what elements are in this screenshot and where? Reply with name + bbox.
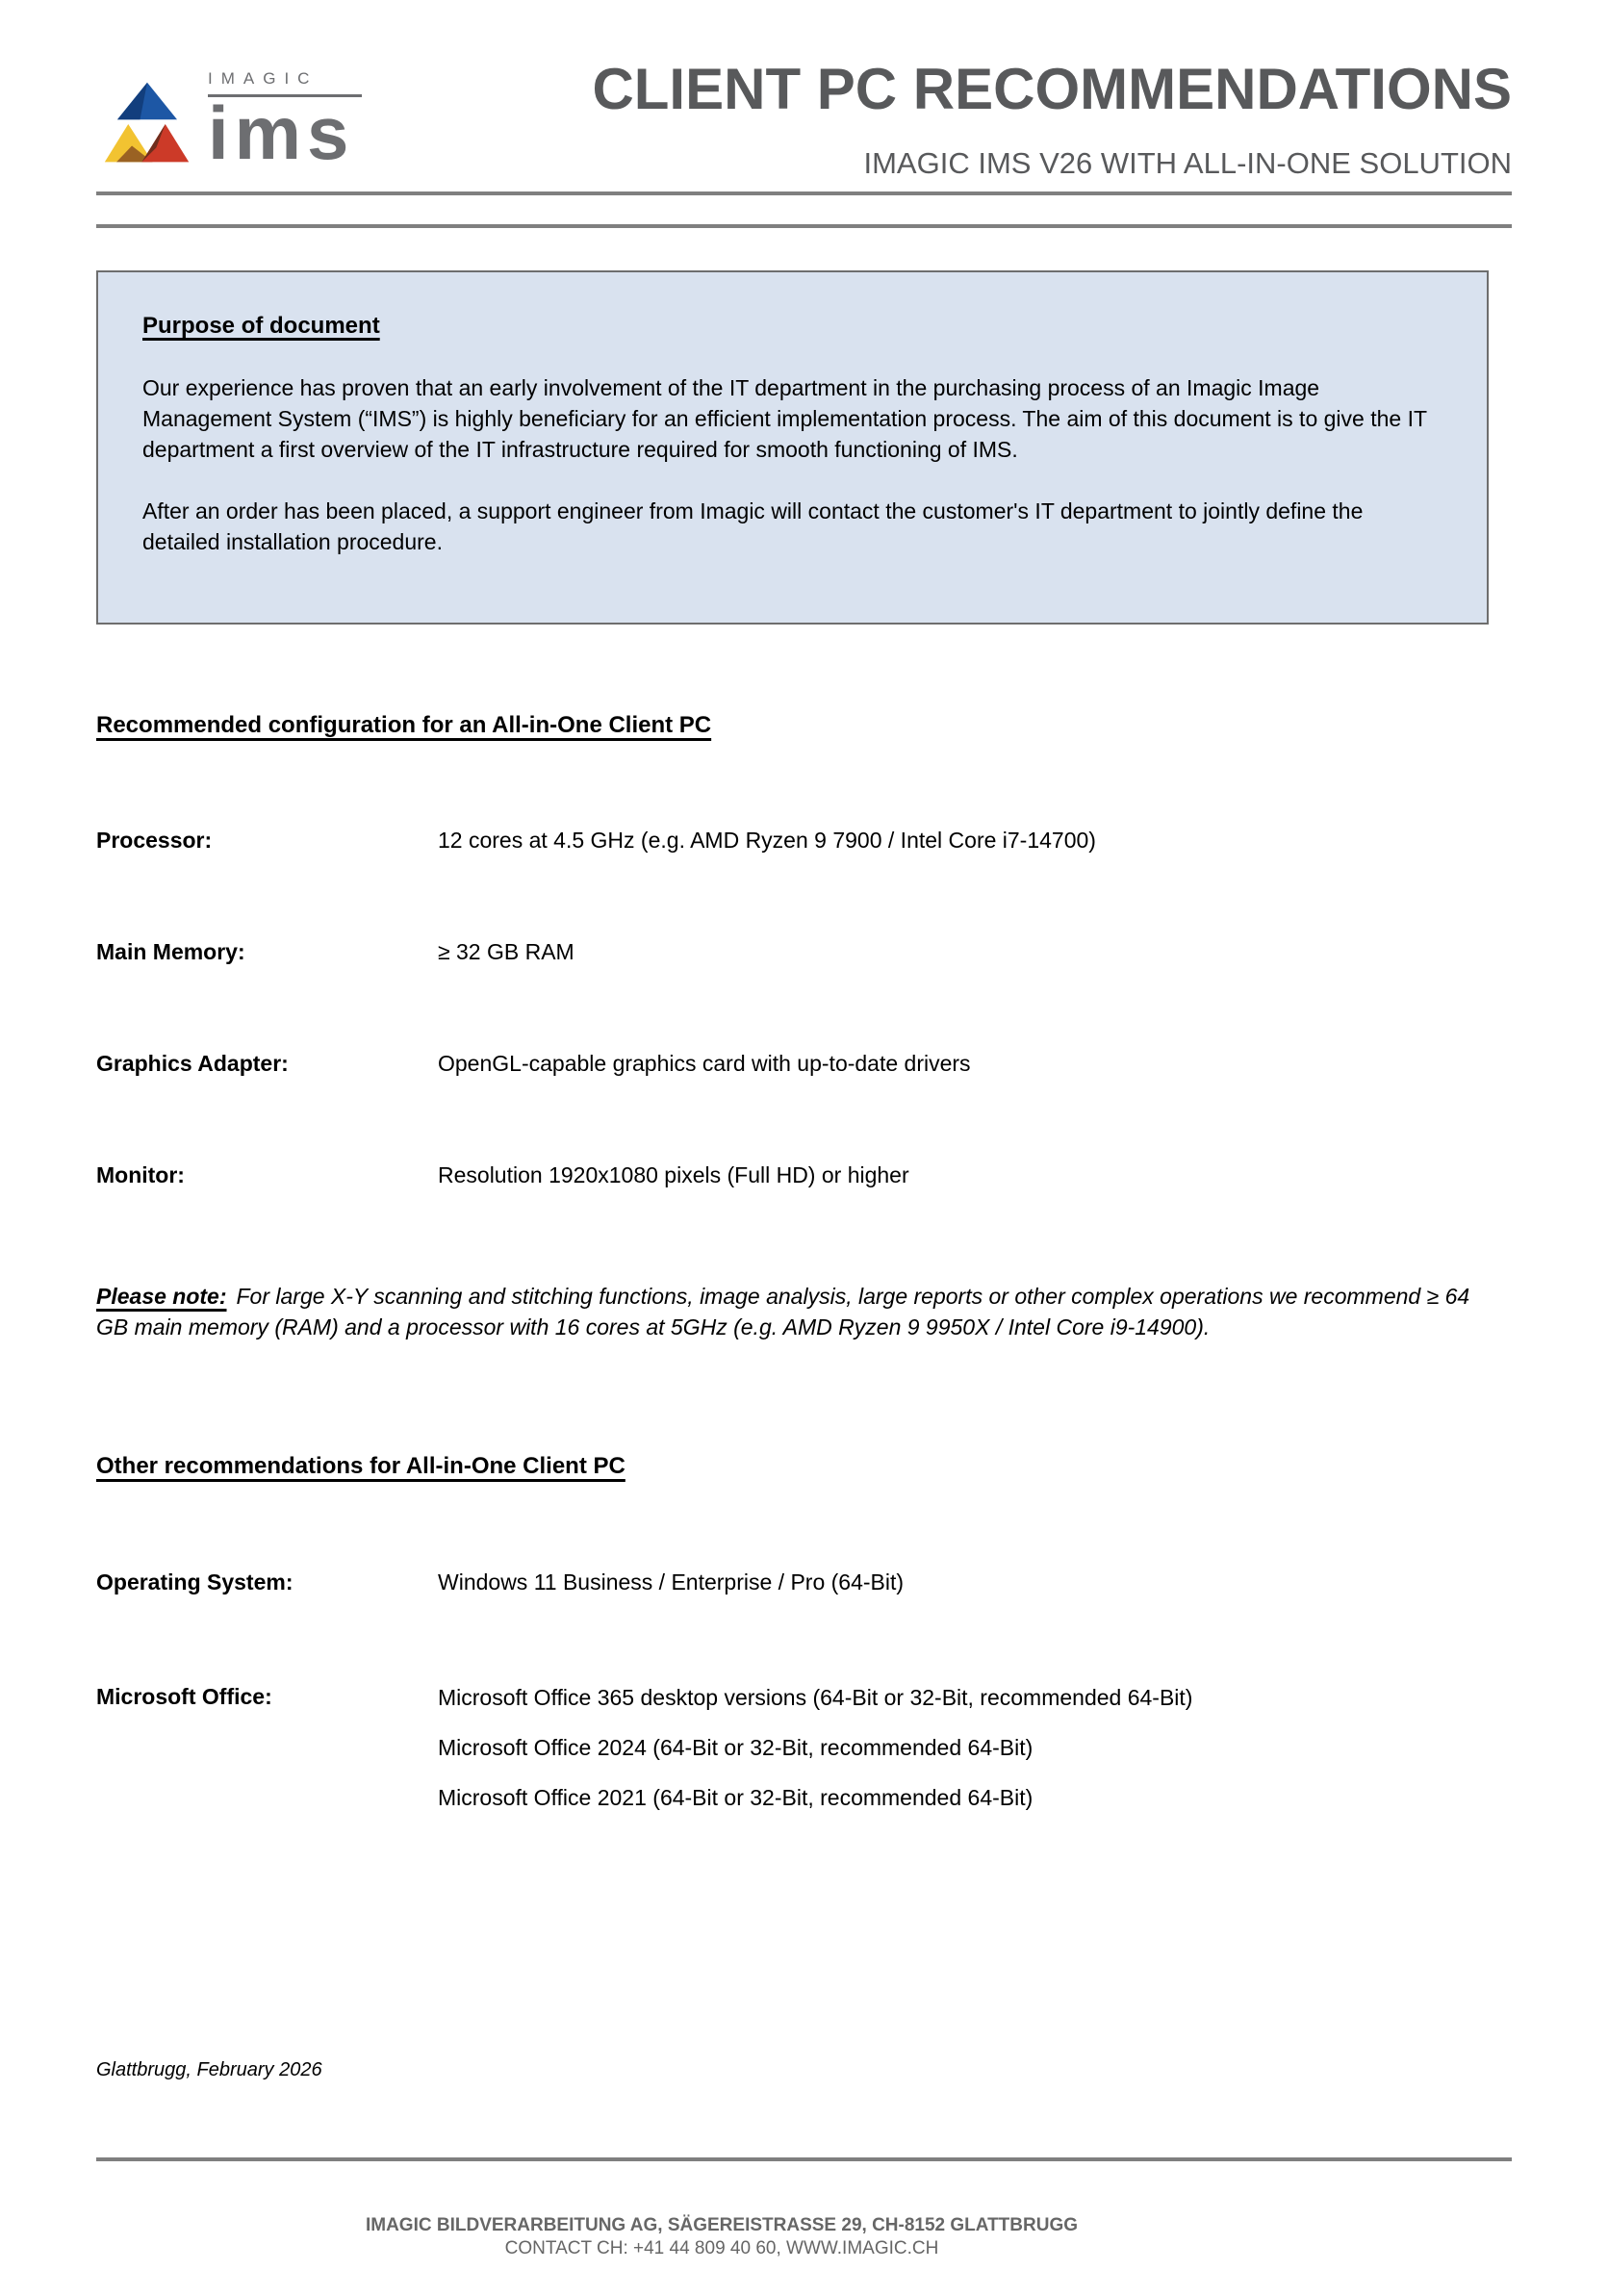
purpose-paragraph-1: Our experience has proven that an early involvement of the IT department in the purchasing process of an Imagic Image Management System (“IMS”) is highly beneficiary for an efficient implementation process. The aim of this document is to give the IT department a first overview of the IT infrastructure required for smooth functioning of IMS. — [142, 375, 1427, 462]
spec-value: Windows 11 Business / Enterprise / Pro (64-Bit) — [438, 1569, 905, 1594]
spec-label: Main Memory: — [96, 939, 245, 964]
footer-contact-line: CONTACT CH: +41 44 809 40 60, WWW.IMAGIC.CH — [504, 2238, 939, 2258]
footer-rule — [96, 2157, 1512, 2161]
section1-heading: Recommended configuration for an All-in-One Client PC — [96, 712, 712, 738]
please-note-label: Please note: — [96, 1284, 227, 1309]
office-version-item: Microsoft Office 2024 (64-Bit or 32-Bit, recommended 64-Bit) — [438, 1735, 1034, 1760]
spec-label: Operating System: — [96, 1569, 294, 1594]
spec-value: Resolution 1920x1080 pixels (Full HD) or higher — [438, 1162, 909, 1187]
section2-heading: Other recommendations for All-in-One Client PC — [96, 1453, 625, 1479]
logo-brand-main: ims — [208, 90, 355, 175]
purpose-paragraph-2: After an order has been placed, a support engineer from Imagic will contact the customer's IT department to jointly define the detailed installation procedure. — [142, 498, 1364, 554]
header-rule-bottom — [96, 224, 1512, 228]
logo-brand-top: IMAGIC — [208, 69, 362, 97]
please-note-paragraph — [96, 1281, 1501, 1342]
spec-value: 12 cores at 4.5 GHz (e.g. AMD Ryzen 9 7900 / Intel Core i7-14700) — [438, 828, 1096, 853]
footer-text — [96, 2214, 1347, 2260]
spec-label: Microsoft Office: — [96, 1684, 272, 1709]
spec-label: Processor: — [96, 828, 213, 853]
footer-company-line: IMAGIC BILDVERARBEITUNG AG, SÄGEREISTRASSE 29, CH-8152 GLATTBRUGG — [365, 2215, 1079, 2235]
office-version-item: Microsoft Office 365 desktop versions (64-Bit or 32-Bit, recommended 64-Bit) — [438, 1685, 1193, 1710]
spec-value: OpenGL-capable graphics card with up-to-date drivers — [438, 1051, 971, 1076]
purpose-box — [96, 270, 1489, 625]
dateline: Glattbrugg, February 2026 — [96, 2059, 322, 2080]
logo-wordmark — [208, 69, 362, 175]
page-title: CLIENT PC RECOMMENDATIONS — [592, 57, 1512, 121]
office-version-item: Microsoft Office 2021 (64-Bit or 32-Bit, recommended 64-Bit) — [438, 1785, 1034, 1810]
spec-label: Graphics Adapter: — [96, 1051, 289, 1076]
purpose-heading: Purpose of document — [142, 313, 380, 339]
logo-triangle-icon — [102, 77, 192, 169]
office-version-list — [438, 1684, 1192, 1834]
spec-value: ≥ 32 GB RAM — [438, 939, 574, 964]
header-rule-top — [96, 191, 1512, 195]
page-subtitle: IMAGIC IMS V26 WITH ALL-IN-ONE SOLUTION — [863, 146, 1512, 180]
please-note-text: For large X-Y scanning and stitching functions, image analysis, large reports or other complex operations we recommend ≥ 64 GB main memory (RAM) and a processor with 16 cores at 5GHz (e.g. AMD Ryzen 9 9950X / Intel Core i9-14900). — [96, 1284, 1470, 1339]
spec-label: Monitor: — [96, 1162, 185, 1187]
